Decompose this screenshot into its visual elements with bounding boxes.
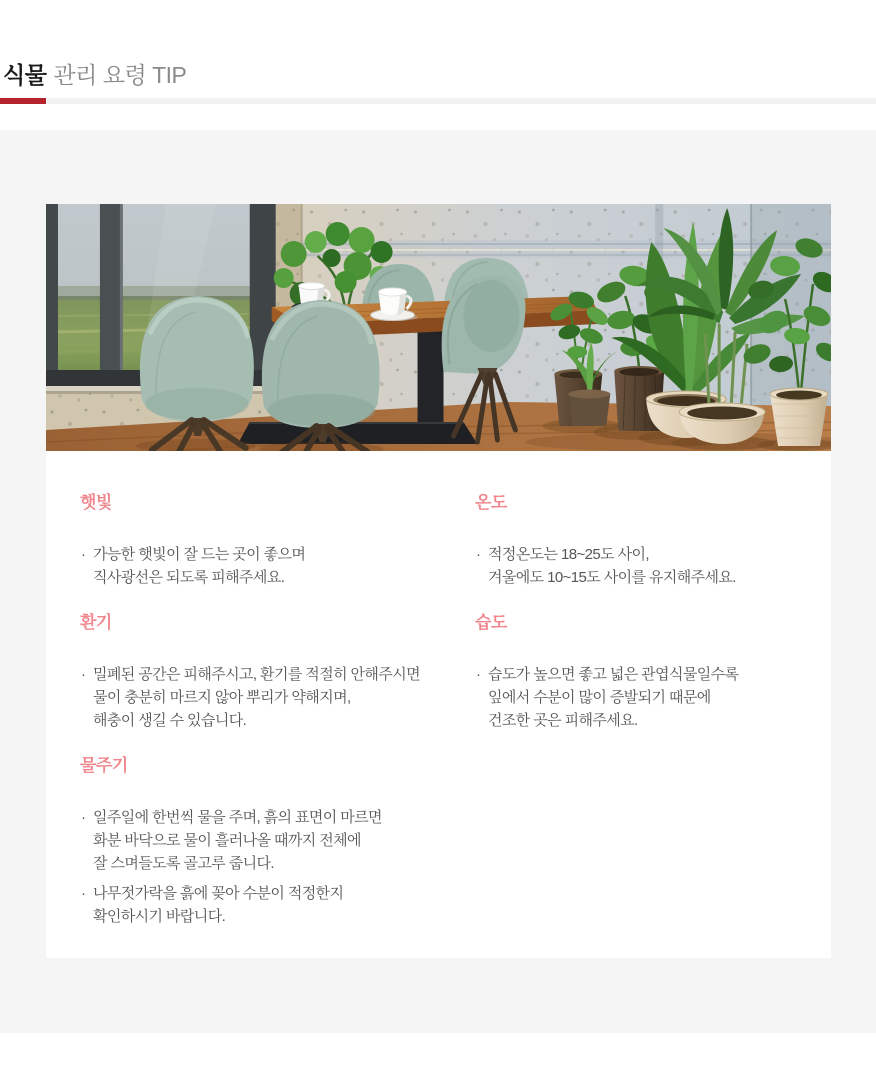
bullet-text [93, 806, 475, 875]
bullet-item [80, 882, 475, 928]
bullet-line: 화분 바닥으로 물이 흘러나올 때까지 전체에 [93, 832, 361, 849]
bullet-line: 건조한 곳은 피해주세요. [488, 712, 638, 729]
title-divider [0, 98, 876, 104]
bullet-line: 잘 스며들도록 골고루 줍니다. [93, 855, 274, 872]
bullet-dot-icon: · [81, 666, 86, 683]
bullet-line: 직사광선은 되도록 피해주세요. [93, 569, 285, 586]
bullet-line: 습도가 높으면 좋고 넓은 관엽식물일수록 [488, 666, 739, 683]
bullet-item [80, 806, 475, 875]
bullet-item [475, 663, 801, 732]
bullet-line: 잎에서 수분이 많이 증발되기 때문에 [488, 689, 711, 706]
bullet-text [488, 543, 801, 589]
bullet-item [80, 663, 475, 732]
section-humidity [475, 613, 801, 732]
page-title-rest: 관리 요령 TIP [53, 62, 187, 88]
tips-column-right [475, 493, 801, 952]
page-header [0, 0, 876, 130]
page-title [3, 60, 186, 90]
bullet-line: 나무젓가락을 흙에 꽂아 수분이 적정한지 [93, 885, 344, 902]
bullet-dot-icon: · [81, 809, 86, 826]
bullet-item [475, 543, 801, 589]
section-watering [80, 756, 475, 928]
bullet-dot-icon: · [476, 666, 481, 683]
section-temperature [475, 493, 801, 589]
bullet-line: 일주일에 한번씩 물을 주며, 흙의 표면이 마르면 [93, 809, 382, 826]
bullet-text [488, 663, 801, 732]
bullet-line: 적정온도는 18~25도 사이, [488, 546, 649, 563]
bullet-dot-icon: · [476, 546, 481, 563]
bullet-line: 물이 충분히 마르지 않아 뿌리가 약해지며, [93, 689, 351, 706]
bullet-text [93, 663, 475, 732]
bullet-line: 겨울에도 10~15도 사이를 유지해주세요. [488, 569, 736, 586]
content-background-band [0, 130, 876, 1033]
bullet-line: 해충이 생길 수 있습니다. [93, 712, 247, 729]
section-ventilation [80, 613, 475, 732]
section-heading-watering: 물주기 [80, 756, 128, 775]
section-heading-ventilation: 환기 [80, 613, 112, 632]
plant-interior-photo [46, 204, 831, 451]
bullet-line: 가능한 햇빛이 잘 드는 곳이 좋으며 [93, 546, 306, 563]
bullet-text [93, 543, 475, 589]
section-sunlight [80, 493, 475, 589]
bullet-dot-icon: · [81, 885, 86, 902]
bullet-item [80, 543, 475, 589]
tip-card [46, 204, 831, 958]
bullet-text [93, 882, 475, 928]
section-heading-temperature: 온도 [475, 493, 507, 512]
bullet-dot-icon: · [81, 546, 86, 563]
tips-column-left [80, 493, 475, 952]
section-heading-humidity: 습도 [475, 613, 507, 632]
bullet-line: 확인하시기 바랍니다. [93, 908, 226, 925]
section-heading-sunlight: 햇빛 [80, 493, 112, 512]
page-title-emphasis: 식물 [3, 62, 47, 88]
title-divider-accent [0, 98, 46, 104]
bullet-line: 밀폐된 공간은 피해주시고, 환기를 적절히 안해주시면 [93, 666, 420, 683]
tip-content [46, 451, 831, 952]
